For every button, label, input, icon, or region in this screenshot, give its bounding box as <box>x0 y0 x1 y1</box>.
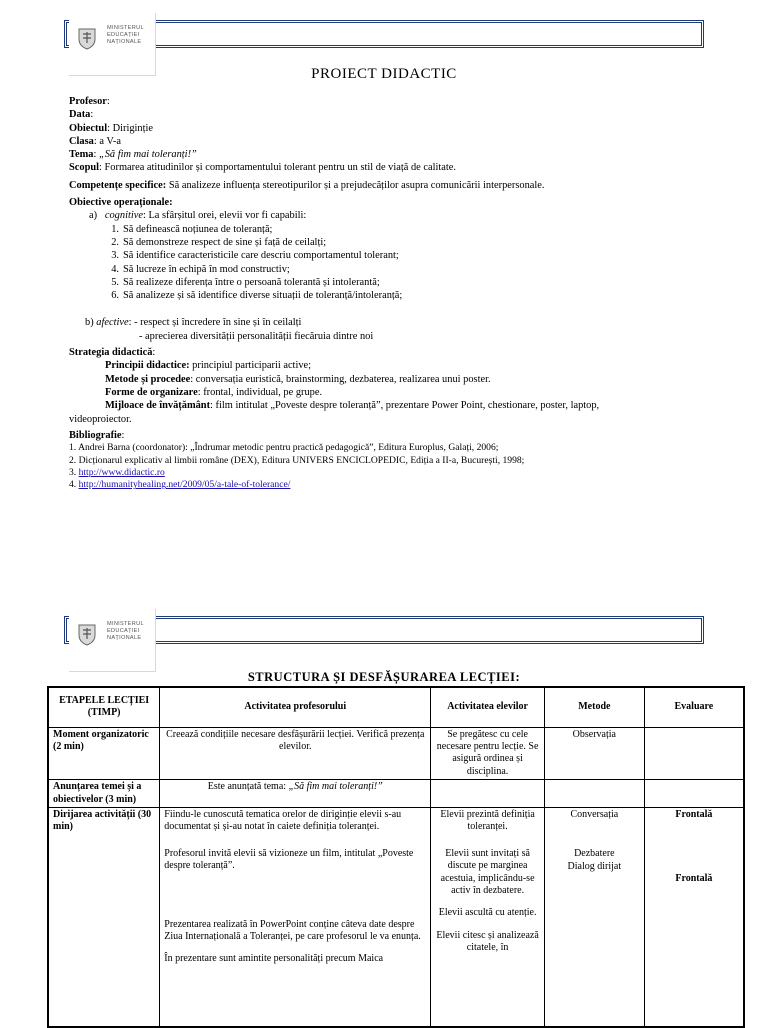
ministry-logo <box>69 609 156 672</box>
bib-item: 2. Dicționarul explicativ al limbii române (DEX), Editura UNIVERS ENCICLOPEDIC, Ediția a II-a, București, 1998; <box>69 454 525 466</box>
competente-line: Competențe specifice: Să analizeze influența stereotipurilor și a prejudecăților asupra comunicării interpersonale. <box>69 179 545 191</box>
data-line: Data: <box>69 109 94 121</box>
etapa-cell: Moment organizatoric (2 min) <box>48 727 160 780</box>
afective-line-2: - aprecierea diversității personalității fiecăruia dintre noi <box>139 330 374 342</box>
list-item: 4. Să lucreze în echipă în mod constructiv; <box>111 263 290 275</box>
cognitive-line: a) cognitive: La sfârșitul orei, elevii vor fi capabili: <box>89 210 307 222</box>
scopul-line: Scopul: Formarea atitudinilor și comportamentului tolerant pentru un stil de viață de calitate. <box>69 162 456 174</box>
list-item: 6. Să analizeze și să identifice diverse situații de toleranță/intoleranță; <box>111 290 403 302</box>
elevi-cell: Elevii prezintă definiția toleranței. Elevii sunt invitați să discute pe marginea acestuia, implicându-se activ în dezbatere. Elevii ascultă cu atenție. Elevii citesc și analizează citatele, în <box>431 807 545 1027</box>
list-item: 3. Să identifice caracteristicile care descriu comportamentul tolerant; <box>111 250 399 262</box>
didactic-link[interactable]: http://www.didactic.ro <box>78 466 165 478</box>
ministry-name: MINISTERUL EDUCAȚIEI NAȚIONALE <box>107 25 144 45</box>
etapa-cell: Dirijarea activității (30 min) <box>48 807 160 1027</box>
column-header: Metode <box>544 687 644 727</box>
profesor-cell: Fiindu-le cunoscută tematica orelor de diriginție elevii s-au documentat și și-au notat în caiete definiția toleranței. Profesorul invită elevii să vizioneze un film, intitulat „Poveste despre toleranță”. Prezentarea realizată în PowerPoint conține câteva date despre Ziua Internațională a Toleranței, pe care profesorul le va enunța. În prezentare sunt amintite personalități precum Maica <box>160 807 431 1027</box>
structure-title: STRUCTURA ȘI DESFĂȘURAREA LECȚIEI: <box>247 670 521 684</box>
column-header: Evaluare <box>644 687 744 727</box>
obiectul-line: Obiectul: Diriginție <box>69 122 153 134</box>
bibliography-list <box>69 442 709 492</box>
profesor-cell: Este anunțată tema: „Să fim mai toleranți!” <box>160 780 431 808</box>
lesson-structure-table <box>47 686 745 1028</box>
strategia-heading: Strategia didactică: <box>69 347 156 359</box>
column-header: Activitatea elevilor <box>431 687 545 727</box>
document-title: PROIECT DIDACTIC <box>311 66 457 82</box>
evaluare-cell <box>644 780 744 808</box>
evaluare-cell: Frontală Frontală <box>644 807 744 1027</box>
metode-line: Metode și procedee: conversația euristică, brainstorming, dezbaterea, realizarea unui poster. <box>105 373 491 385</box>
mijloace-line-2: videoproiector. <box>69 413 132 425</box>
clasa-line: Clasa: a V-a <box>69 135 121 147</box>
mijloace-line: Mijloace de învățământ: film intitulat „Poveste despre toleranță”, prezentare Power Point, chestionare, poster, laptop, <box>105 400 600 412</box>
profesor-line: Profesor: <box>69 96 110 107</box>
table-row <box>48 807 744 1027</box>
list-item: 2. Să demonstreze respect de sine și față de ceilalți; <box>111 236 327 248</box>
table-row <box>48 727 744 780</box>
elevi-cell: Se pregătesc cu cele necesare pentru lecție. Se asigură ordinea și disciplina. <box>431 727 545 780</box>
bibliografie-heading: Bibliografie: <box>69 429 125 441</box>
etapa-cell: Anunțarea temei și a obiectivelor (3 min) <box>48 780 160 808</box>
column-header: Activitatea profesorului <box>160 687 431 727</box>
obiective-heading: Obiective operaționale: <box>69 197 173 209</box>
list-item: 1. Să definească noțiunea de toleranță; <box>111 223 273 235</box>
ministry-header-band-2 <box>64 616 704 644</box>
bib-item: 3. http://www.didactic.ro <box>69 466 165 478</box>
table-header-row <box>48 687 744 727</box>
bib-item: 1. Andrei Barna (coordonator): „Îndrumar metodic pentru practică pedagogică”, Editura Europlus, Galați, 2006; <box>69 442 499 454</box>
cognitive-objectives-list <box>69 223 709 303</box>
metode-cell: Observația <box>544 727 644 780</box>
evaluare-cell <box>644 727 744 780</box>
metode-cell: Conversația Dezbatere Dialog dirijat <box>544 807 644 1027</box>
ministry-name: MINISTERUL EDUCAȚIEI NAȚIONALE <box>107 621 144 641</box>
coat-of-arms-icon <box>75 622 99 646</box>
profesor-cell: Creează condițiile necesare desfășurării lecției. Verifică prezența elevilor. <box>160 727 431 780</box>
afective-line: b) afective: - respect și încredere în sine și în ceilalți <box>85 317 302 329</box>
coat-of-arms-icon <box>75 26 99 50</box>
ministry-header-band <box>64 20 704 48</box>
metode-cell <box>544 780 644 808</box>
principii-line: Principii didactice: principiul participarii active; <box>105 360 312 372</box>
table-row <box>48 780 744 808</box>
list-item: 5. Să realizeze diferența între o persoană tolerantă și intolerantă; <box>111 276 380 288</box>
lesson-plan-body <box>69 95 709 492</box>
forme-line: Forme de organizare: frontal, individual, pe grupe. <box>105 386 323 398</box>
tema-line: Tema: „Să fim mai toleranți!” <box>69 149 197 161</box>
bib-item: 4. http://humanityhealing.net/2009/05/a-tale-of-tolerance/ <box>69 479 291 491</box>
column-header: ETAPELE LECȚIEI (TIMP) <box>48 687 160 727</box>
humanityhealing-link[interactable]: http://humanityhealing.net/2009/05/a-tale-of-tolerance/ <box>78 479 291 491</box>
elevi-cell <box>431 780 545 808</box>
